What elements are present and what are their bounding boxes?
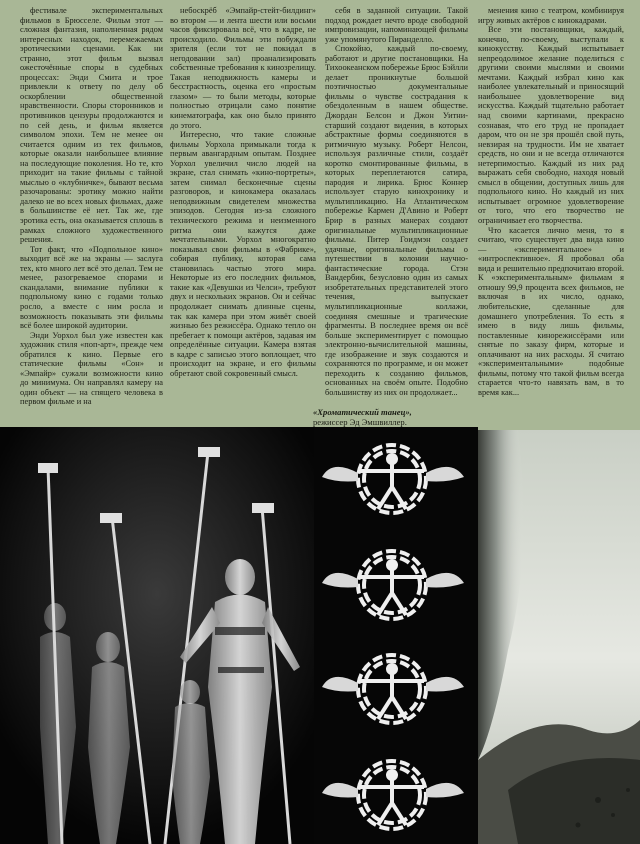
paragraph: Все эти постановщики, каждый, конечно, по-своему, выступали к кинокусству. Каждый испытывает непреодолимое желание поделиться с другими своими мыслями и своими мечтами. Каждый избрал кино как наиболее увлекательный и приносящий наибольшее удовлетворение вид искусства. Каждый тщательно работает над своими картинами, прекрасно сознавая, что его труд не пропадает даром, что он не зря прошёл свой путь, невзирая на трудности. Им не хватает средств, но они и не всегда отличаются нетерпимостью. Каждый из них рад выражать себя свободно, находя новый смысл в общении, доступных лишь для подпольного кино. Но каждый из них испытывает огромное удовлетворение от того, что его творчество не ограничивает его творчества. bbox=[478, 25, 624, 226]
article-column-2 bbox=[170, 6, 316, 402]
paragraph: Интересно, что такие сложные фильмы Уорхола примыкали тогда к первым авангардным опытам. Позднее Уорхол увеличил число людей на экране, стал снимать «кино-портреты», затем снимал бесконечные сцены разговоров, и кинокамера оказалась неподвижным свидетелем множества эпизодов. Сегодня из-за сложного технического режима и неизменного ритма они кажутся даже мечтательными. Уорхол многократно показывал свои фильмы в «Фабрике», собирая публику, которая сама становилась частью этого мира. Некоторые из его последних фильмов, такие как «Девушки из Челси», требуют двух и нескольких экранов. Он и сейчас продолжает снимать длинные сцены, так как камера при этом живёт своей жизнью без режиссёра. Однако тепло он пребегает к помощи актёров, задавая им определённые ситуации. Камера взятая в кадре с записью этого воплощает, что происходит на экране, и его фильмы обретают свой сокровенный смысл. bbox=[170, 130, 316, 378]
dancers-photo bbox=[0, 427, 314, 844]
paragraph: фестивале экспериментальных фильмов в Брюсселе. Фильм этот — сложная фантазия, наполненная рядом интересных находок, перемежаемых эротическими сценами. Как ни странно, этот фильм вызвал ожесточённые споры в судебных процессах: Энди Смита и трое привлекли к ответу по делу об оскорблении общественной нравственности. Споры сторонников и противников цензуры продолжаются и по сей день, и фильм является символом эпохи. Тем не менее он считается одним из тех фильмов, которые оказали наибольшее влияние на последующие поколения. Но те, кто приходит на такие фильмы с тайной мыслью о «клубничке», бывают весьма разочарованы: эротику можно найти далеко не во всех новых фильмах, даже в большинстве её нет. Так же, где эротика есть, она оказывается сплошь в рамках сложного художественного решения. bbox=[20, 6, 163, 245]
paragraph: Тот факт, что «Подпольное кино» выходит всё же на экраны — заслуга тех, кто много лет всё это делал. Тем не менее, разогреваемое спорами и скандалами, внимание публики к подпольному кино с годами только росло, а вместе с ним росла и возможность показывать эти фильмы всё более широкой аудитории. bbox=[20, 244, 163, 331]
paragraph: менения кино с театром, комбинируя игру живых актёров с кинокадрами. bbox=[478, 6, 624, 25]
photo-caption bbox=[313, 408, 412, 428]
article-column-1 bbox=[20, 6, 163, 407]
paragraph: себя в заданной ситуации. Такой подход рождает нечто вроде свободной импровизации, напоминающей фильмы уже упомянутого Пиранделло. bbox=[325, 6, 468, 44]
article-column-3 bbox=[325, 6, 468, 398]
landscape-photo bbox=[478, 430, 640, 844]
filmstrip-photo bbox=[314, 427, 478, 844]
caption-director: режиссер Эд Эмшвиллер. bbox=[313, 416, 407, 427]
paragraph: Энди Уорхол был уже известен как художник стиля «поп-арт», прежде чем обратился к кино. Первые его статические фильмы «Сон» и «Эмпайр» сужали возможности кино до минимума. Он направлял камеру на один объект — на спящего человека в первом фильме и на bbox=[20, 330, 163, 407]
paragraph: Спокойно, каждый по-своему, работают и другие постановщики. На Тихоокеанском побережье Брюс Бэйлли делает проникнутые большой поэтичностью документальные фильмы о чувстве сострадания к обездоленным в нашем обществе. Джордан Белсон и Джон Уитни-старший создают видения, в которых абстрактные формы соединяются в ритмичную музыку. Роберт Нелсон, используя различные стили, создаёт коротко смонтированные фильмы, в которых переплетаются сатира, пародия и лирика. Брюс Коннер использует старую кинохронику и мультипликацию. На Атлантическом побережье Кармен Д'Авино и Роберт Брир в разных манерах создают оригинальные мультипликационные фильмы. Питер Гоидмэн создает удачные, оригинальные фильмы о путешествии в колонии научно-фантастические города. Стэн Вандербик, безусловно один из самых изобретательных представителей этого течения, выпускает мультипликационные коллажи, соединяя смешные и трагические фрагменты. В последнее время он всё больше экспериментирует с помощью электронно-вычислительной машины, где изображение и звук создаются и сохраняются по программе, и он может переходить к созданию фильмов, основанных на своём опыте. Подобно большинству из них он продолжает... bbox=[325, 44, 468, 397]
paragraph: Что касается лично меня, то я считаю, что существует два вида кино — «экспериментальное» и «интроспективное». Я пробовал оба вида и решительно предпочитаю второй. К «экспериментальным» фильмам я отношу 99,9 процента всех фильмов, не включая в их число, однако, любительские, сделанные для домашнего употребления. То есть я имею в виду лишь фильмы, поставленные кинорежиссёрами или снятые по заказу фирм, которые и оплачивают на них расходы. Я считаю «экспериментальными» подобные фильмы, потому что такой фильм всегда старается что-то навязать вам, в то время как... bbox=[478, 225, 625, 397]
paragraph: небоскрёб «Эмпайр-стейт-билдинг» во втором — и лента шести или восьми часов фиксировала всё, что в кадре, не происходило. Фильмы эти побуждали зрителя (если тот не покидал в негодовании зал) проанализировать собственные требования к кинозрелищу. Такая неподвижность камеры и бесстрастность, оценка его «простым глазом» — то были методы, которые полностью отрицали само понятие кинематографа, как оно было принято до этого. bbox=[170, 6, 316, 130]
caption-title: «Хроматический танец», bbox=[313, 407, 412, 417]
article-column-4 bbox=[478, 6, 624, 434]
